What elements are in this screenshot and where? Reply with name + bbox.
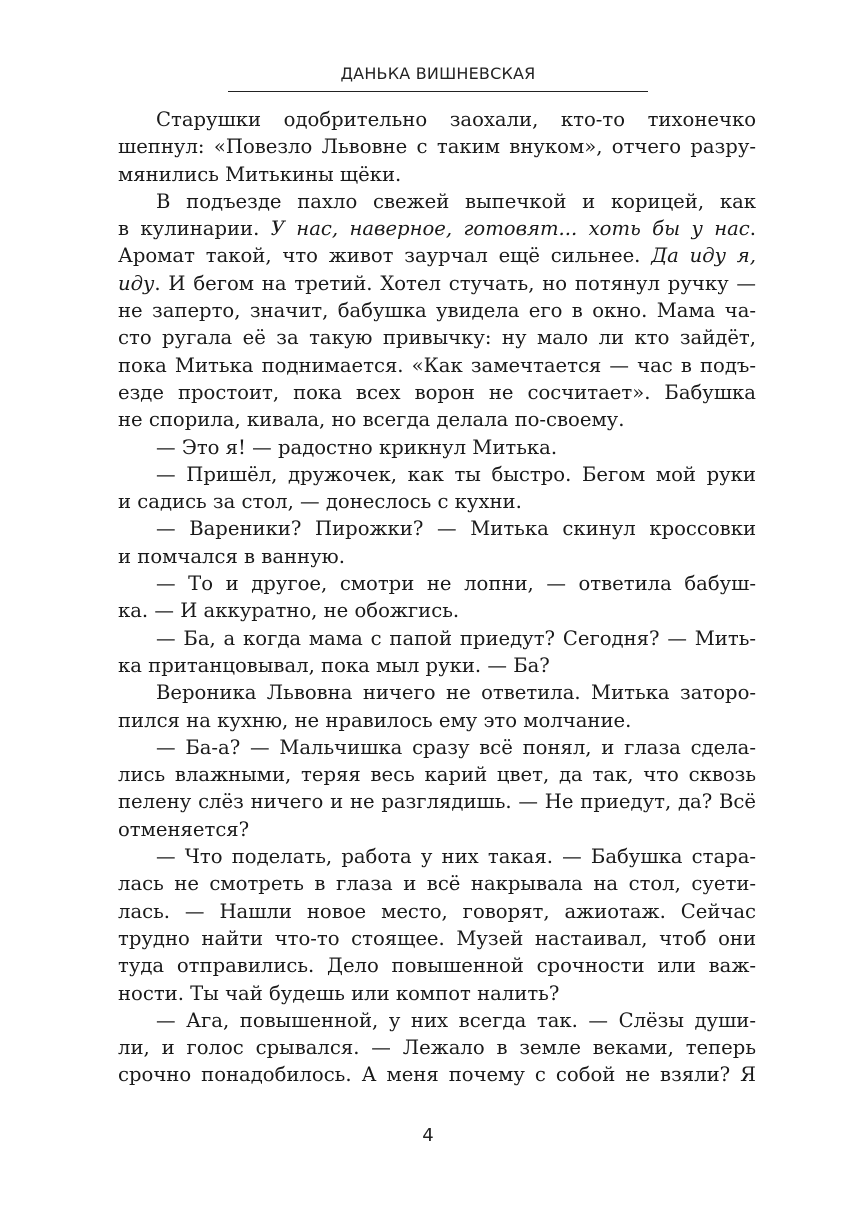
paragraph — [118, 570, 756, 625]
text-run: пился на кухню, не нравилось ему это молчание. — [118, 708, 632, 732]
text-run: — Вареники? Пирожки? — Митька скинул кроссовки — [156, 517, 756, 541]
text-line — [118, 434, 756, 461]
text-run: — Пришёл, дружочек, как ты быстро. Бегом мой руки — [156, 462, 756, 486]
text-run: лась. — Нашли новое место, говорят, ажиотаж. Сейчас — [118, 899, 756, 923]
text-line — [118, 952, 756, 979]
paragraph — [118, 106, 756, 188]
text-run: В подъезде пахло свежей выпечкой и корицей, как — [156, 189, 756, 213]
text-run: срочно понадобилось. А меня почему с собой не взяли? Я — [118, 1063, 756, 1087]
text-run: ли, и голос срывался. — Лежало в земле веками, теперь — [118, 1036, 756, 1060]
text-run: не заперто, значит, бабушка увидела его в окно. Мама ча- — [118, 299, 756, 323]
text-run: . И бегом на третий. Хотел стучать, но потянул ручку — — [154, 271, 756, 295]
text-line — [118, 133, 756, 160]
text-line — [118, 352, 756, 379]
text-line — [118, 461, 756, 488]
text-run: Старушки одобрительно заохали, кто-то тихонечко — [156, 108, 756, 131]
text-run: мянились Митькины щёки. — [118, 162, 402, 186]
text-run: шепнул: «Повезло Львовне с таким внуком», отчего разру- — [118, 135, 756, 159]
text-line — [118, 188, 756, 215]
italic-run: Да иду я, — [651, 244, 756, 268]
text-line — [118, 625, 756, 652]
text-run: — Это я! — радостно крикнул Митька. — [156, 435, 558, 459]
paragraph — [118, 843, 756, 1007]
text-run: Аромат такой, что живот заурчал ещё сильнее. — [118, 244, 652, 268]
italic-run: У нас, наверное, готовят... хоть бы у нас — [270, 217, 750, 241]
text-line — [118, 297, 756, 324]
text-run: ка пританцовывал, пока мыл руки. — Ба? — [118, 653, 550, 677]
text-run: и помчался в ванную. — [118, 544, 345, 568]
header-rule — [228, 91, 648, 92]
text-run: — Что поделать, работа у них такая. — Бабушка стара- — [156, 845, 756, 869]
text-line — [118, 1061, 756, 1088]
text-run: трудно найти что-то стоящее. Музей настаивал, чтоб они — [118, 926, 756, 950]
text-line — [118, 1007, 756, 1034]
text-line — [118, 761, 756, 788]
paragraph — [118, 734, 756, 843]
text-run: — Ага, повышенной, у них всегда так. — Слёзы души- — [156, 1008, 756, 1032]
text-run: лись влажными, теряя весь карий цвет, да так, что сквозь — [118, 763, 756, 787]
text-run: — Ба, а когда мама с папой приедут? Сегодня? — Мить- — [156, 626, 756, 650]
text-run: — Ба-а? — Мальчишка сразу всё понял, и глаза сдела- — [156, 735, 756, 759]
text-run: ности. Ты чай будешь или компот налить? — [118, 981, 560, 1005]
text-run: Вероника Львовна ничего не ответила. Митька заторо- — [156, 681, 756, 705]
paragraph — [118, 188, 756, 434]
text-line — [118, 734, 756, 761]
paragraph — [118, 515, 756, 570]
text-line — [118, 324, 756, 351]
text-line — [118, 570, 756, 597]
text-line — [118, 1034, 756, 1061]
text-line — [118, 543, 756, 570]
text-run: лась не смотреть в глаза и всё накрывала на стол, суети- — [118, 872, 756, 896]
text-run: — То и другое, смотри не лопни, — ответила бабуш- — [156, 572, 756, 596]
text-run: . — [749, 217, 756, 241]
page-number: 4 — [422, 1125, 434, 1146]
text-line — [118, 980, 756, 1007]
text-run: езде простоит, пока всех ворон не сосчитает». Бабушка — [118, 380, 756, 404]
text-line — [118, 788, 756, 815]
paragraph — [118, 679, 756, 734]
text-run: пока Митька поднимается. «Как замечтается — час в подъ- — [118, 353, 756, 377]
text-line — [118, 925, 756, 952]
text-line — [118, 106, 756, 133]
text-line — [118, 870, 756, 897]
text-line — [118, 161, 756, 188]
text-line — [118, 707, 756, 734]
text-line — [118, 379, 756, 406]
text-run: туда отправились. Дело повышенной срочности или важ- — [118, 954, 756, 978]
text-run: и садись за стол, — донеслось с кухни. — [118, 490, 522, 514]
italic-run: иду — [118, 271, 155, 295]
text-line — [118, 406, 756, 433]
text-line — [118, 515, 756, 542]
paragraph — [118, 461, 756, 516]
text-run: не спорила, кивала, но всегда делала по-своему. — [118, 408, 625, 432]
text-line — [118, 816, 756, 843]
text-run: пелену слёз ничего и не разглядишь. — Не приедут, да? Всё — [118, 790, 756, 814]
text-run: сто ругала её за такую привычку: ну мало ли кто зайдёт, — [118, 326, 756, 350]
text-line — [118, 652, 756, 679]
text-line — [118, 843, 756, 870]
text-line — [118, 597, 756, 624]
text-line — [118, 488, 756, 515]
text-line — [118, 215, 756, 242]
paragraph — [118, 434, 756, 461]
text-line — [118, 898, 756, 925]
running-header: ДАНЬКА ВИШНЕВСКАЯ — [340, 64, 536, 83]
paragraph — [118, 1007, 756, 1089]
text-run: ка. — И аккуратно, не обожгись. — [118, 599, 460, 623]
paragraph — [118, 625, 756, 680]
text-line — [118, 270, 756, 297]
text-line — [118, 242, 756, 269]
body-text — [118, 106, 756, 1089]
text-run: в кулинарии. — [118, 217, 271, 241]
text-run: отменяется? — [118, 817, 250, 841]
text-line — [118, 679, 756, 706]
